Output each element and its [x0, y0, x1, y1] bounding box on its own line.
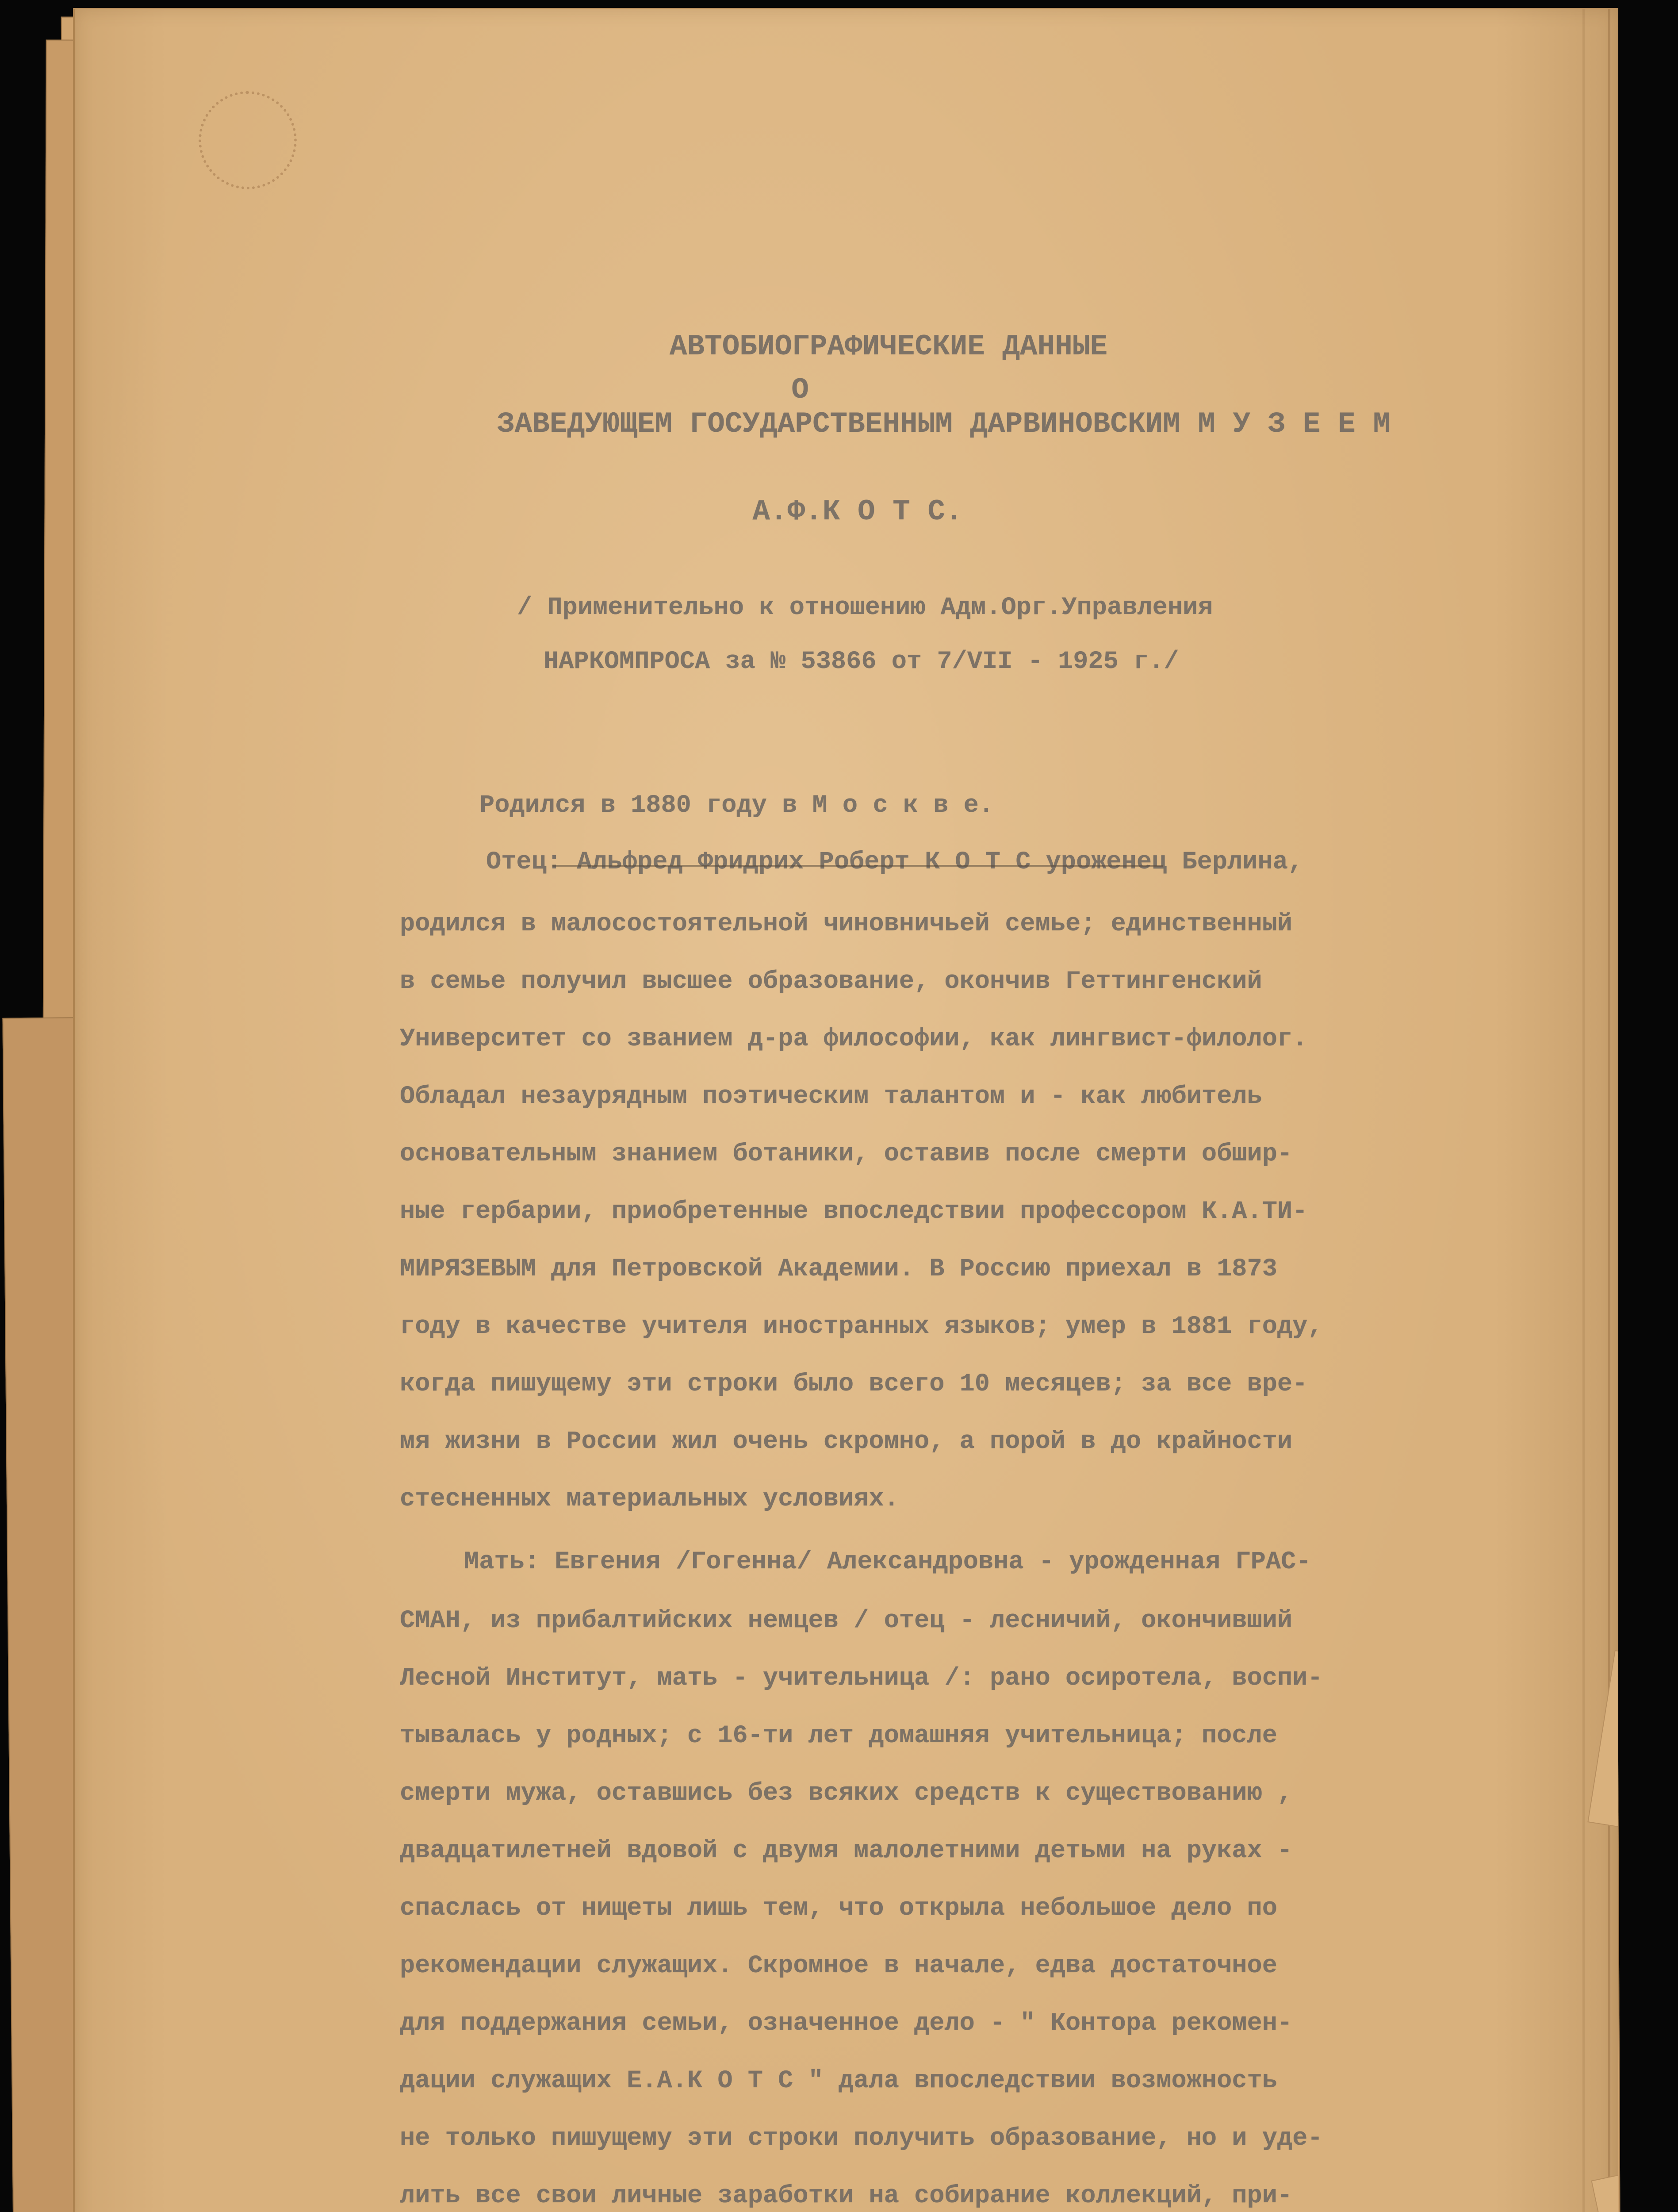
- body-line: году в качестве учителя иностранных языков; умер в 1881 году,: [400, 1313, 1323, 1341]
- body-line: Университет со званием д-ра философии, как лингвист-филолог.: [400, 1025, 1308, 1053]
- body-line: не только пишущему эти строки получить образование, но и уде-: [400, 2124, 1323, 2153]
- body-line: спаслась от нищеты лишь тем, что открыла небольшое дело по: [400, 1894, 1277, 1923]
- body-line: родился в малосостоятельной чиновничьей семье; единственный: [400, 910, 1293, 938]
- body-line: стесненных материальных условиях.: [400, 1485, 899, 1513]
- body-line: Обладал незаурядным поэтическим талантом и - как любитель: [400, 1083, 1262, 1111]
- faded-stamp-mark: [199, 91, 297, 189]
- body-line: когда пишущему эти строки было всего 10 месяцев; за все вре-: [400, 1370, 1308, 1398]
- body-line: МИРЯЗЕВЫМ для Петровской Академии. В Россию приехал в 1873: [400, 1255, 1277, 1283]
- body-line: ные гербарии, приобретенные впоследствии профессором К.А.ТИ-: [400, 1198, 1308, 1226]
- body-line: дации служащих Е.А.К О Т С " дала впоследствии возможность: [400, 2067, 1277, 2095]
- reference-line-2: НАРКОМПРОСА за № 53866 от 7/VII - 1925 г./: [544, 648, 1179, 676]
- typewritten-page: [73, 8, 1618, 2212]
- body-line: Мать: Евгения /Гогенна/ Александровна - урожденная ГРАС-: [464, 1548, 1311, 1576]
- body-line: основательным знанием ботаники, оставив после смерти обшир-: [400, 1140, 1293, 1168]
- title-line-2: О: [791, 373, 809, 407]
- body-line: Отец: Альфред Фридрих Роберт К О Т С уроженец Берлина,: [486, 848, 1303, 876]
- body-line: мя жизни в России жил очень скромно, а порой в до крайности: [400, 1428, 1293, 1456]
- title-line-1: АВТОБИОГРАФИЧЕСКИЕ ДАННЫЕ: [669, 330, 1108, 363]
- author-name: А.Ф.К О Т С.: [752, 495, 963, 528]
- reference-line-1: / Применительно к отношению Адм.Орг.Управления: [517, 594, 1213, 622]
- body-line: для поддержания семьи, означенное дело - " Контора рекомен-: [400, 2009, 1293, 2038]
- body-line: тывалась у родных; с 16-ти лет домашняя учительница; после: [400, 1722, 1277, 1750]
- body-line: двадцатилетней вдовой с двумя малолетними детьми на руках -: [400, 1837, 1293, 1865]
- body-line: рекомендации служащих. Скромное в начале, едва достаточное: [400, 1952, 1277, 1980]
- body-line: Лесной Институт, мать - учительница /: рано осиротела, воспи-: [400, 1664, 1323, 1693]
- body-line: в семье получил высшее образование, окончив Геттингенский: [400, 968, 1262, 996]
- handwritten-strikethrough: [552, 865, 1163, 867]
- page-fold: [1560, 9, 1585, 2212]
- body-line: Родился в 1880 году в М о с к в е.: [479, 791, 994, 820]
- body-line: СМАН, из прибалтийских немцев / отец - лесничий, окончивший: [400, 1607, 1293, 1635]
- title-line-3: ЗАВЕДУЮЩЕМ ГОСУДАРСТВЕННЫМ ДАРВИНОВСКИМ М У З Е Е М: [497, 407, 1391, 441]
- body-line: смерти мужа, оставшись без всяких средств к существованию ,: [400, 1779, 1293, 1808]
- body-line: лить все свои личные заработки на собирание коллекций, при-: [400, 2182, 1293, 2210]
